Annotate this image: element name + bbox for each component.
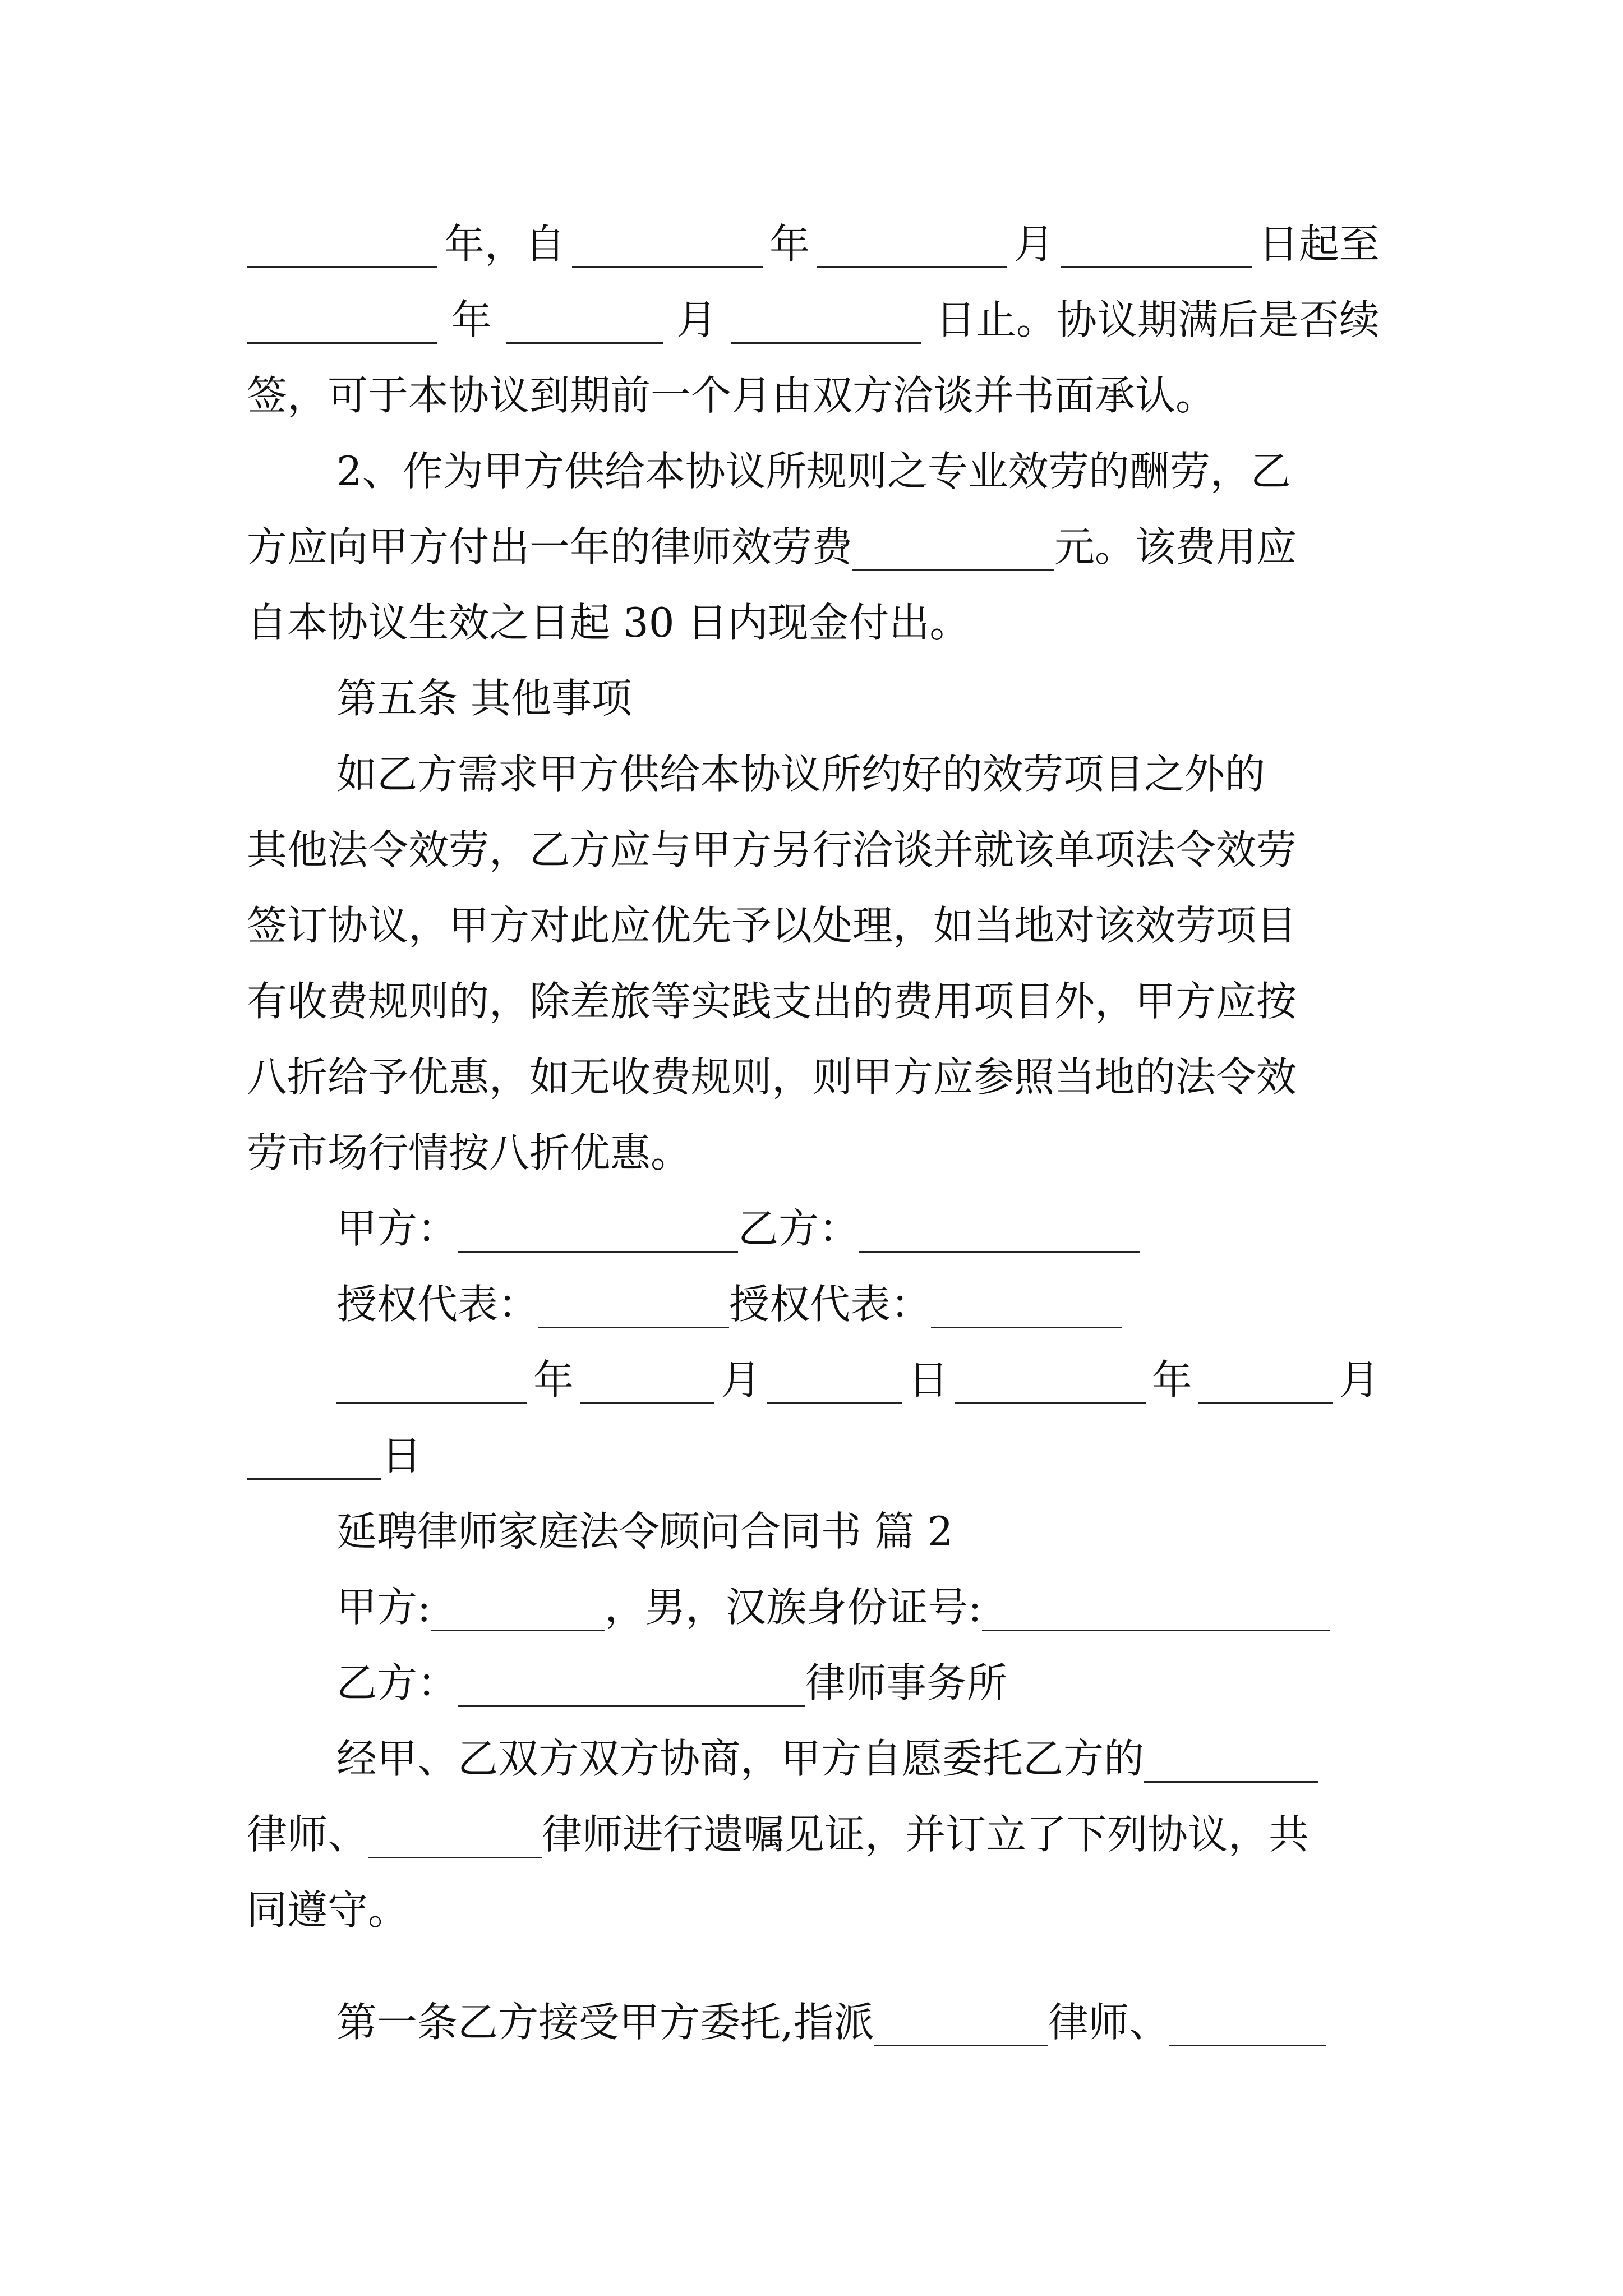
- term-line-2: [247, 283, 1380, 356]
- blank-years[interactable]: [247, 220, 437, 268]
- blank-party-a[interactable]: [458, 1205, 738, 1253]
- blank-end-day[interactable]: [731, 296, 921, 344]
- text-line: 经甲、乙双方双方协商，甲方自愿委托乙方的: [247, 1722, 1380, 1795]
- text-year: 年: [769, 220, 810, 268]
- blank-lawyer-1[interactable]: [1144, 1735, 1318, 1783]
- blank-fee[interactable]: [852, 523, 1054, 571]
- text-year-from: 年，自: [444, 220, 565, 268]
- blank-end-month[interactable]: [506, 296, 663, 344]
- text-line: 八折给予优惠，如无收费规则，则甲方应参照当地的法令效: [247, 1053, 1297, 1101]
- text-line: 劳市场行情按八折优惠。: [247, 1129, 691, 1176]
- text-month: 月: [1013, 220, 1054, 268]
- text-line: 律师、 律师进行遗嘱见证，并订立了下列协议，共: [247, 1811, 1310, 1858]
- text-line: 签订协议，甲方对此应优先予以处理，如当地对该效劳项目: [247, 902, 1297, 949]
- blank-law-firm[interactable]: [458, 1659, 805, 1707]
- blank-lawyer-2[interactable]: [368, 1811, 542, 1858]
- text-line: 签，可于本协议到期前一个月由双方洽谈并书面承认。: [247, 372, 1216, 419]
- text-month: 月: [676, 296, 717, 343]
- text-line: 其他法令效劳，乙方应与甲方另行洽谈并就该单项法令效劳: [247, 826, 1297, 873]
- term-line-1: [247, 208, 1380, 280]
- party-a-line: 甲方: ，男，汉族身份证号:: [247, 1571, 1380, 1644]
- blank-assigned-lawyer-1[interactable]: [874, 1999, 1048, 2046]
- signature-date-line: 年 月 日 年 月: [247, 1343, 1380, 1416]
- blank-assigned-lawyer-2[interactable]: [1169, 1999, 1326, 2046]
- article-1-line: 第一条乙方接受甲方委托,指派 律师、: [247, 1986, 1380, 2059]
- blank-start-day[interactable]: [1061, 220, 1252, 268]
- signature-party-line: 甲方： 乙方：: [247, 1192, 1380, 1265]
- blank-party-a-name[interactable]: [431, 1584, 605, 1631]
- fee-line: 方应向甲方付出一年的律师效劳费 元。该费用应: [247, 523, 1297, 570]
- blank-start-year[interactable]: [572, 220, 763, 268]
- blank-party-b[interactable]: [859, 1205, 1140, 1253]
- blank-start-month[interactable]: [817, 220, 1007, 268]
- blank-end-year[interactable]: [247, 296, 437, 344]
- text-day-until: 日起至: [1258, 220, 1380, 268]
- text-year: 年: [451, 296, 492, 343]
- blank-date-month-a[interactable]: [580, 1356, 714, 1404]
- section-heading: 第五条 其他事项: [336, 675, 632, 722]
- text-line: 自本协议生效之日起 30 日内现金付出。: [247, 599, 970, 646]
- text-line: 有收费规则的，除差旅等实践支出的费用项目外，甲方应按: [247, 978, 1297, 1025]
- party-b-line: 乙方： 律师事务所: [336, 1659, 1008, 1706]
- text-line: 2、作为甲方供给本协议所规则之专业效劳的酬劳，乙: [336, 448, 1291, 495]
- signature-date-end: 日: [247, 1419, 1380, 1492]
- text-line: 如乙方需求甲方供给本协议所约好的效劳项目之外的: [336, 751, 1266, 798]
- blank-date-day-b[interactable]: [247, 1432, 381, 1480]
- blank-date-day-a[interactable]: [767, 1356, 902, 1404]
- blank-date-year-b[interactable]: [955, 1356, 1146, 1404]
- text-renewal: 日止。协议期满后是否续: [935, 296, 1380, 343]
- blank-date-month-b[interactable]: [1198, 1356, 1333, 1404]
- signature-rep-line: 授权代表： 授权代表：: [247, 1268, 1380, 1341]
- blank-rep-b[interactable]: [931, 1281, 1122, 1328]
- blank-date-year-a[interactable]: [336, 1356, 527, 1404]
- text-line: 同遵守。: [247, 1887, 409, 1934]
- blank-id-number[interactable]: [982, 1584, 1330, 1631]
- contract-title: 延聘律师家庭法令顾问合同书 篇 2: [336, 1508, 953, 1555]
- blank-rep-a[interactable]: [538, 1281, 729, 1328]
